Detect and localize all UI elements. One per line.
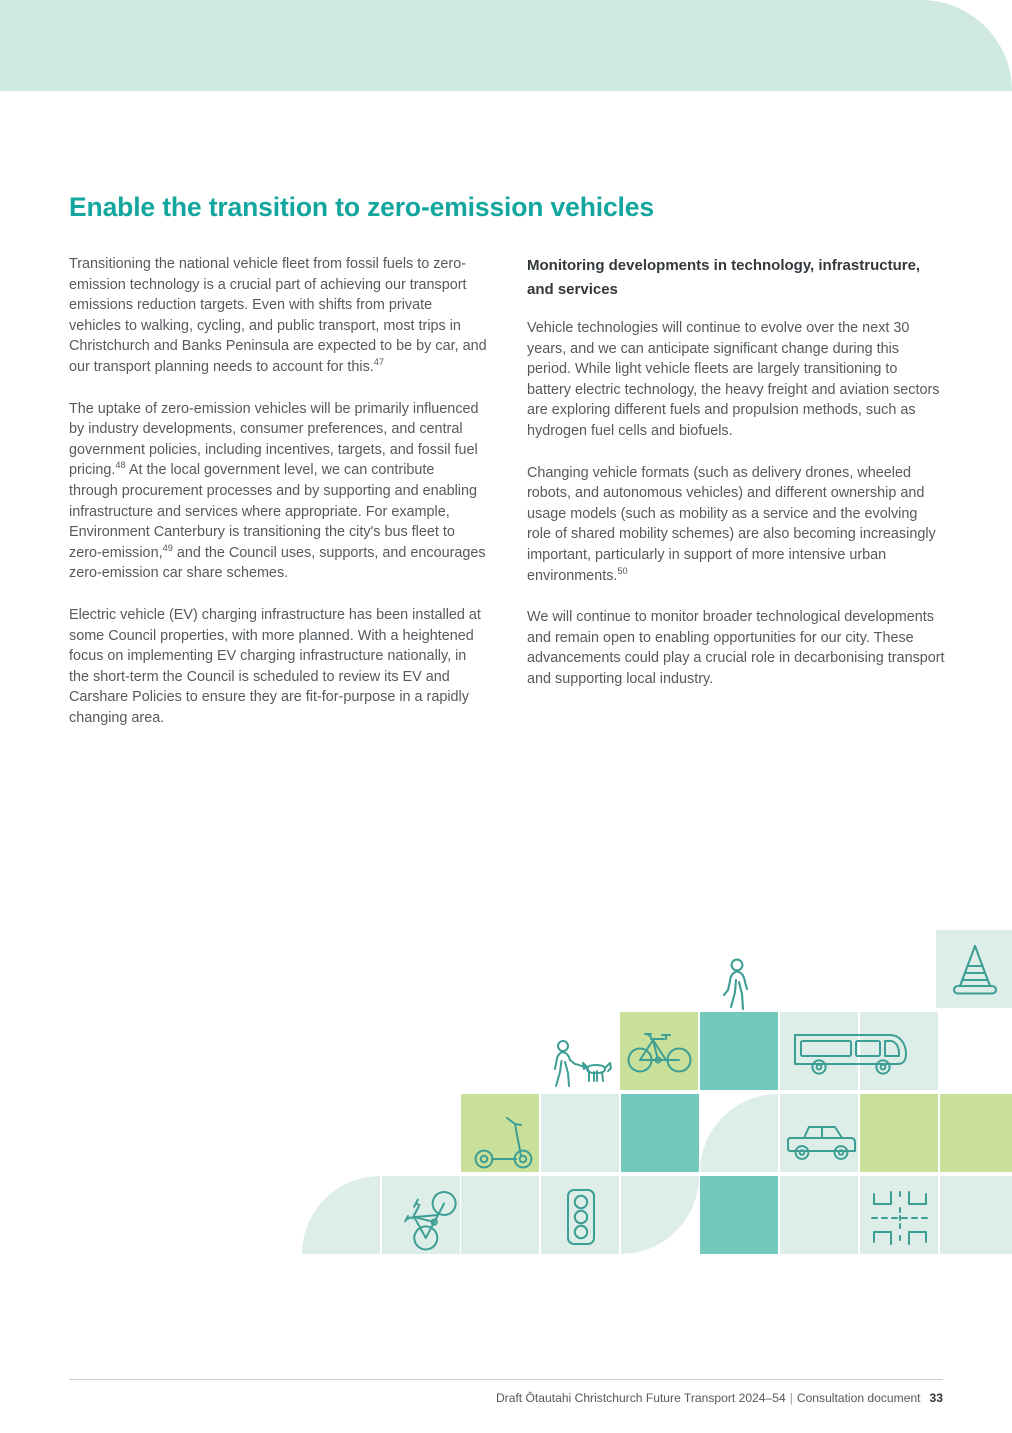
paragraph <box>527 463 945 587</box>
scooter-icon <box>473 1114 535 1170</box>
bicycle-icon <box>628 1026 692 1076</box>
mosaic-tile <box>700 1012 778 1090</box>
car-icon <box>787 1122 857 1164</box>
paragraph: Vehicle technologies will continue to evolve over the next 30 years, and we can anticipate significant change during this period. While light vehicle fleets are largely transitioning to battery electric technology, the heavy freight and aviation sectors are exploring different fuels and propulsion methods, such as hydrogen fuel cells and biofuels. <box>527 320 940 439</box>
header-decorative-band <box>0 0 1012 91</box>
paragraph: We will continue to monitor broader technological developments and remain open to enabling opportunities for our city. These advancements could play a crucial role in decarbonising transport and supporting local industry. <box>527 609 945 687</box>
bus-icon <box>792 1030 910 1078</box>
page-title: Enable the transition to zero-emission vehicles <box>69 192 654 222</box>
footnote-marker: 49 <box>162 542 173 553</box>
mosaic-tile <box>541 1094 619 1172</box>
mosaic-tile-rounded <box>302 1176 380 1254</box>
traffic-cone-icon <box>948 942 1003 998</box>
mosaic-tile <box>860 1094 938 1172</box>
transport-mosaic-graphic <box>0 930 1012 1255</box>
body-column-left <box>69 254 487 728</box>
mosaic-tile <box>461 1176 539 1254</box>
footnote-marker: 47 <box>373 357 385 368</box>
paragraph: Electric vehicle (EV) charging infrastructure has been installed at some Council properties, with more planned. With a heightened focus on implementing EV charging infrastructure nationally, in the short-term the Council is scheduled to review its EV and Carshare Policies to ensure they are fit-for-purpose in a rapidly changing area. <box>69 606 481 726</box>
mosaic-tile <box>940 1094 1012 1172</box>
mosaic-tile-rounded <box>621 1176 699 1254</box>
paragraph-text: The uptake of zero-emission vehicles will be primarily influenced by industry developments, consumer preferences, and central government policies, including incentives, targets, and fossil fuel pricing. <box>69 400 479 479</box>
body-column-right <box>527 254 945 690</box>
footnote-marker: 48 <box>115 460 126 471</box>
mosaic-tile-rounded <box>700 1094 778 1172</box>
traffic-light-icon <box>565 1188 597 1246</box>
footer-document-title: Draft Ōtautahi Christchurch Future Transport 2024–54 <box>495 1391 786 1405</box>
section-subheading: Monitoring developments in technology, infrastructure, and services <box>527 257 921 298</box>
paragraph-text: At the local government level, we can contribute through procurement processes and by supporting and enabling infrastructure and services where appropriate. For example, Environment Canterbury is transitioning the city's bus fleet to zero-emission, <box>69 462 478 561</box>
footer-document-type: Consultation document <box>796 1391 921 1405</box>
footer-separator: | <box>789 1391 793 1405</box>
pedestrian-icon <box>716 958 762 1014</box>
paragraph-text: Changing vehicle formats (such as delivery drones, wheeled robots, and autonomous vehicles) and different ownership and usage models (such as mobility as a service and the evolving role of shared mobility schemes) are also becoming increasingly important, particularly in support of more intensive urban environments. <box>527 464 936 584</box>
footnote-marker: 50 <box>617 565 628 576</box>
bicycle-rotated-icon <box>398 1184 460 1250</box>
person-walking-dog-icon <box>548 1038 616 1094</box>
paragraph <box>69 399 487 584</box>
mosaic-tile <box>700 1176 778 1254</box>
paragraph-text: Transitioning the national vehicle fleet from fossil fuels to zero-emission technology is a crucial part of achieving our transport emissions reduction targets. Even with shifts from private vehicles to walking, cycling, and public transport, most trips in Christchurch and Banks Peninsula are expected to be by car, and our transport planning needs to account for this. <box>69 256 487 375</box>
mosaic-tile <box>621 1094 699 1172</box>
paragraph-text: and the Council uses, supports, and encourages zero-emission car share schemes. <box>69 544 486 582</box>
page-number: 33 <box>929 1391 943 1405</box>
mosaic-tile <box>780 1176 858 1254</box>
mosaic-tile <box>940 1176 1012 1254</box>
paragraph <box>69 254 487 378</box>
footer <box>496 1391 943 1405</box>
intersection-icon <box>872 1192 928 1244</box>
footer-divider <box>69 1379 943 1380</box>
